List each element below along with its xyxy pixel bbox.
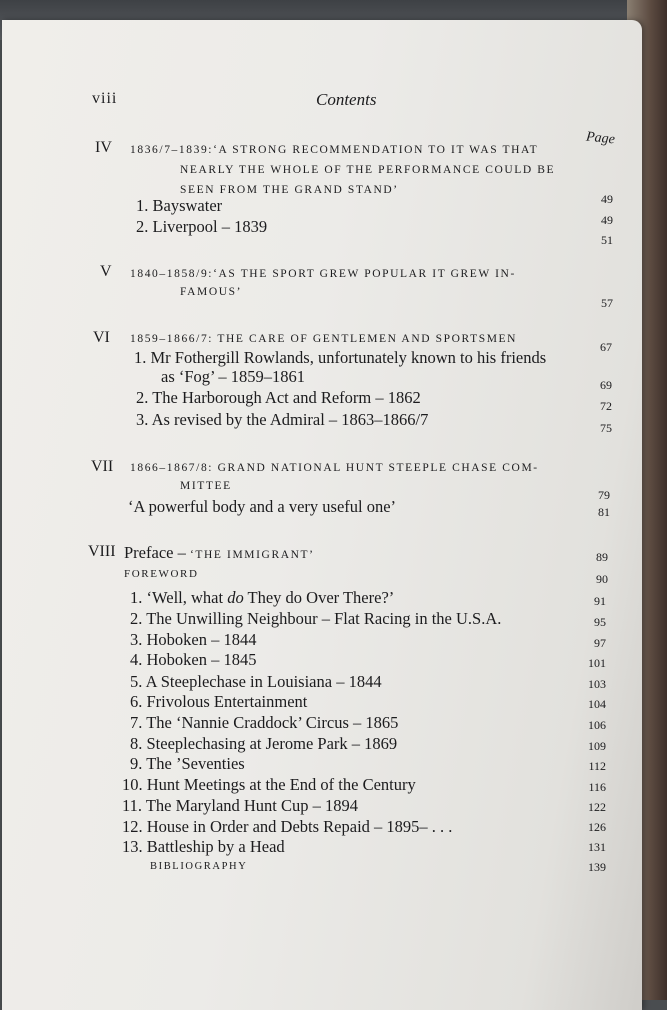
toc-entry: 5. A Steeplechase in Louisiana – 1844 bbox=[130, 672, 382, 691]
toc-entry: 2. The Unwilling Neighbour – Flat Racing in the U.S.A. bbox=[130, 609, 502, 628]
page-number: 106 bbox=[588, 718, 606, 732]
toc-entry: 6. Frivolous Entertainment bbox=[130, 692, 308, 711]
chapter-title-line: FAMOUS’ bbox=[180, 286, 243, 298]
chapter-title-line: SEEN FROM THE GRAND STAND’ bbox=[180, 184, 399, 196]
page-number: 57 bbox=[601, 296, 613, 310]
toc-entry: 4. Hoboken – 1845 bbox=[130, 650, 257, 669]
toc-entry: 9. The ’Seventies bbox=[130, 754, 245, 773]
chapter-title-line: NEARLY THE WHOLE OF THE PERFORMANCE COULD BE bbox=[180, 164, 556, 176]
toc-entry: 12. House in Order and Debts Repaid – 1895– . . . bbox=[122, 817, 453, 836]
page-number: 95 bbox=[594, 615, 606, 629]
toc-entry: 1. Mr Fothergill Rowlands, unfortunately known to his friends bbox=[134, 348, 547, 367]
toc-entry: 13. Battleship by a Head bbox=[122, 837, 285, 856]
bibliography-entry: BIBLIOGRAPHY bbox=[150, 861, 248, 872]
chapter-title-line: 1859–1866/7: THE CARE OF GENTLEMEN AND SPORTSMEN bbox=[130, 333, 518, 345]
running-title: Contents bbox=[316, 90, 377, 109]
page-number: 97 bbox=[594, 636, 606, 650]
page-number: 69 bbox=[600, 378, 612, 392]
chapter-title-line: MITTEE bbox=[180, 480, 232, 492]
page-number: 101 bbox=[588, 656, 606, 670]
page-number: 75 bbox=[600, 421, 612, 435]
page-number: 49 bbox=[601, 192, 613, 206]
page-number: 72 bbox=[600, 399, 612, 413]
chapter-title-line: 1840–1858/9:‘AS THE SPORT GREW POPULAR IT GREW IN- bbox=[130, 268, 516, 280]
page-number: 112 bbox=[588, 759, 606, 773]
toc-entry: 7. The ‘Nannie Craddock’ Circus – 1865 bbox=[130, 713, 399, 732]
preface-label: Preface – bbox=[124, 543, 190, 562]
page-number: 126 bbox=[588, 820, 606, 834]
chapter-numeral: VIII bbox=[88, 543, 116, 560]
page-number: 131 bbox=[588, 840, 606, 854]
page-number: 81 bbox=[598, 505, 610, 519]
chapter-numeral: IV bbox=[95, 139, 112, 156]
page-number: 139 bbox=[588, 860, 606, 874]
page-number: 67 bbox=[600, 340, 612, 354]
page-number: 49 bbox=[601, 213, 613, 227]
page-number: 91 bbox=[594, 594, 606, 608]
toc-entry: ‘A powerful body and a very useful one’ bbox=[128, 497, 397, 516]
preface-entry bbox=[124, 543, 315, 563]
toc-entry: 10. Hunt Meetings at the End of the Century bbox=[122, 775, 416, 794]
page-folio: viii bbox=[92, 90, 118, 107]
toc-entry: 1. Bayswater bbox=[136, 196, 223, 215]
chapter-title-line: 1836/7–1839:‘A STRONG RECOMMENDATION TO IT WAS THAT bbox=[130, 144, 539, 156]
toc-entry: as ‘Fog’ – 1859–1861 bbox=[161, 367, 306, 386]
page-number: 90 bbox=[596, 572, 608, 586]
chapter-title-line: 1866–1867/8: GRAND NATIONAL HUNT STEEPLE CHASE COM- bbox=[130, 462, 539, 474]
preface-title: ‘THE IMMIGRANT’ bbox=[189, 549, 315, 561]
foreword-entry: FOREWORD bbox=[124, 568, 199, 580]
page-number: 116 bbox=[588, 780, 606, 794]
toc-entry: 3. As revised by the Admiral – 1863–1866/7 bbox=[136, 410, 429, 429]
page-number: 51 bbox=[601, 233, 613, 247]
toc-entry: 8. Steeplechasing at Jerome Park – 1869 bbox=[130, 734, 398, 753]
page-column-label: Page bbox=[585, 129, 616, 148]
chapter-numeral: VI bbox=[93, 329, 110, 346]
toc-entry: 11. The Maryland Hunt Cup – 1894 bbox=[122, 796, 359, 815]
toc-entry: 2. Liverpool – 1839 bbox=[136, 217, 268, 236]
page-number: 109 bbox=[588, 739, 606, 753]
chapter-numeral: VII bbox=[91, 458, 114, 475]
page-number: 122 bbox=[588, 800, 606, 814]
toc-entry: 2. The Harborough Act and Reform – 1862 bbox=[136, 388, 421, 407]
page-number: 89 bbox=[596, 550, 608, 564]
chapter-numeral: V bbox=[100, 263, 112, 280]
page-number: 104 bbox=[588, 697, 606, 711]
toc-entry: 3. Hoboken – 1844 bbox=[130, 630, 257, 649]
page-number: 103 bbox=[588, 677, 606, 691]
page-number: 79 bbox=[598, 488, 610, 502]
toc-entry: 1. ‘Well, what do They do Over There?’ bbox=[130, 588, 395, 607]
